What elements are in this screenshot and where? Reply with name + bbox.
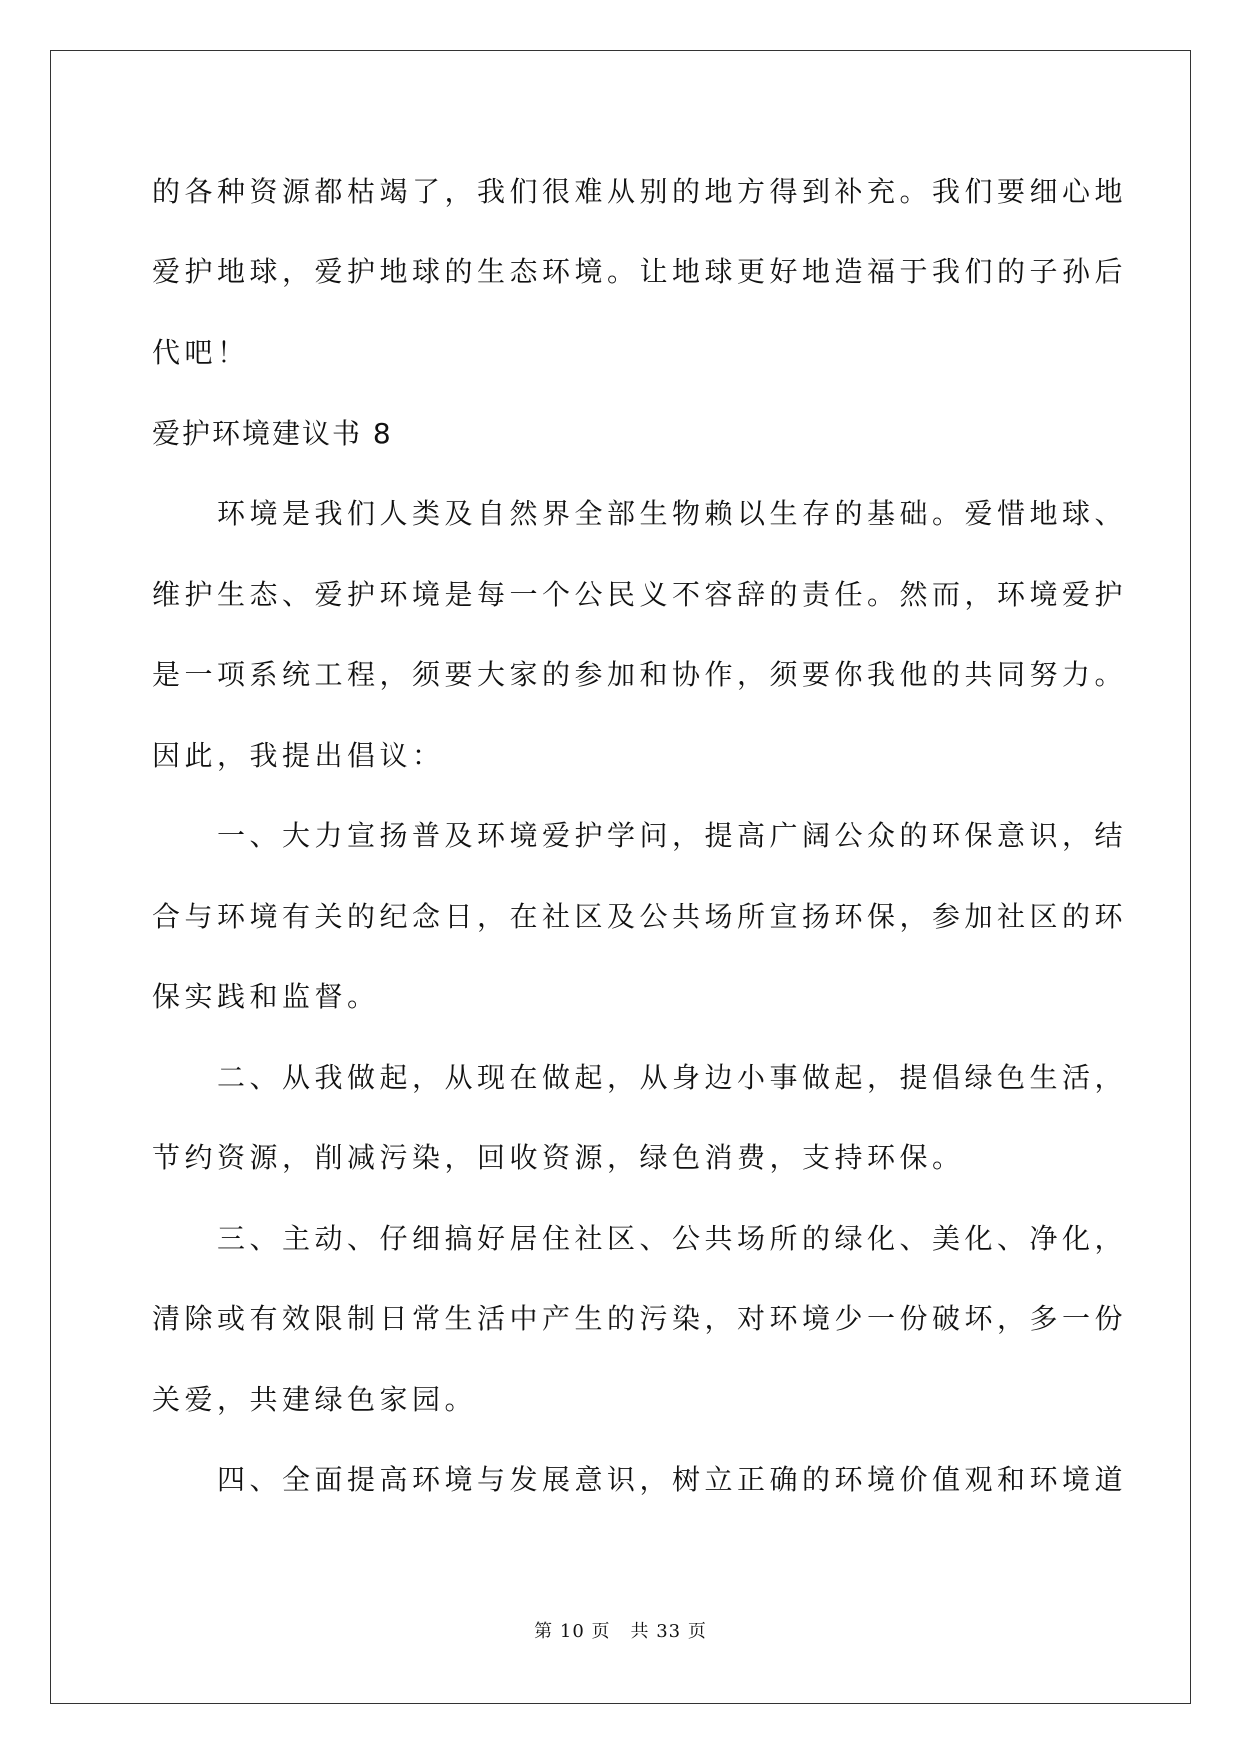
body-text-line: 清除或有效限制日常生活中产生的污染，对环境少一份破坏，多一份	[152, 1302, 1128, 1335]
body-text-line: 维护生态、爱护环境是每一个公民义不容辞的责任。然而，环境爱护	[152, 578, 1128, 611]
page-border	[50, 50, 1191, 1704]
body-text-line: 环境是我们人类及自然界全部生物赖以生存的基础。爱惜地球、	[152, 497, 1128, 530]
body-text-line: 的各种资源都枯竭了，我们很难从别的地方得到补充。我们要细心地	[152, 175, 1128, 208]
body-text-line: 关爱，共建绿色家园。	[152, 1383, 478, 1416]
page-number: 第 10 页	[534, 1621, 611, 1642]
body-text-line: 节约资源，削减污染，回收资源，绿色消费，支持环保。	[152, 1141, 965, 1174]
page-total: 共 33 页	[630, 1621, 707, 1642]
body-text-line: 二、从我做起，从现在做起，从身边小事做起，提倡绿色生活，	[152, 1061, 1128, 1094]
body-text-line: 三、主动、仔细搞好居住社区、公共场所的绿化、美化、净化，	[152, 1222, 1128, 1255]
body-text-line: 爱护地球，爱护地球的生态环境。让地球更好地造福于我们的子孙后	[152, 255, 1128, 288]
body-text-line: 一、大力宣扬普及环境爱护学问，提高广阔公众的环保意识，结	[152, 819, 1128, 852]
body-text-line: 是一项系统工程，须要大家的参加和协作，须要你我他的共同努力。	[152, 658, 1128, 691]
section-heading: 爱护环境建议书 8	[152, 417, 393, 450]
body-text-line: 四、全面提高环境与发展意识，树立正确的环境价值观和环境道	[152, 1463, 1128, 1496]
body-text-line: 保实践和监督。	[152, 980, 380, 1013]
page-footer	[0, 1620, 1241, 1644]
body-text-line: 合与环境有关的纪念日，在社区及公共场所宣扬环保，参加社区的环	[152, 900, 1128, 933]
body-text-line: 因此，我提出倡议：	[152, 739, 445, 772]
body-text-line: 代吧！	[152, 336, 250, 369]
